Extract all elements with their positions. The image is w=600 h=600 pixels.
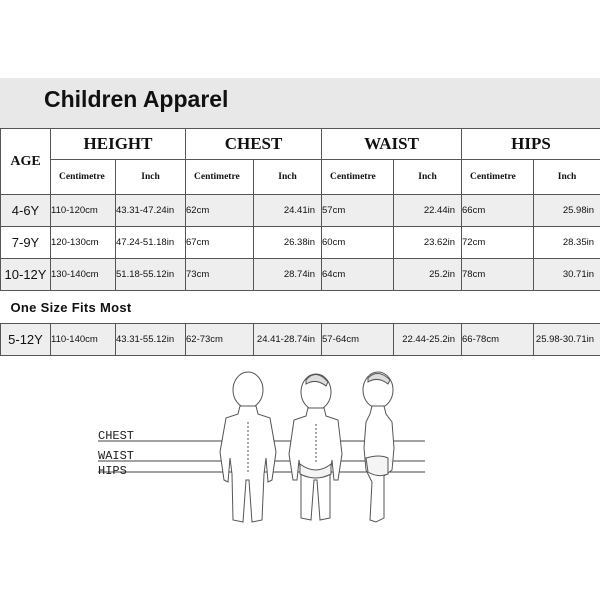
- table-cell: 24.41-28.74in: [254, 324, 322, 356]
- table-cell: 43.31-47.24in: [116, 195, 186, 227]
- sub-header: Inch: [534, 160, 600, 195]
- one-size-row: [1, 324, 600, 356]
- table-cell: 25.98-30.71in: [534, 324, 600, 356]
- one-size-label: One Size Fits Most: [10, 299, 132, 315]
- age-cell: 7-9Y: [1, 227, 51, 259]
- table-cell: 78cm: [462, 259, 534, 291]
- sub-header: Inch: [254, 160, 322, 195]
- sub-header: Centimetre: [462, 160, 534, 195]
- table-row: [1, 227, 600, 259]
- table-cell: 24.41in: [254, 195, 322, 227]
- table-cell: 30.71in: [534, 259, 600, 291]
- sub-header: Centimetre: [322, 160, 394, 195]
- table-cell: 67cm: [186, 227, 254, 259]
- table-cell: 66cm: [462, 195, 534, 227]
- table-cell: 62cm: [186, 195, 254, 227]
- child-side-view-illustration: [363, 372, 394, 522]
- table-cell: 120-130cm: [51, 227, 116, 259]
- chest-label: CHEST: [98, 429, 135, 443]
- table-cell: 130-140cm: [51, 259, 116, 291]
- waist-header: WAIST: [322, 129, 462, 160]
- table-cell: 110-120cm: [51, 195, 116, 227]
- sub-header: Centimetre: [51, 160, 116, 195]
- table-cell: 64cm: [322, 259, 394, 291]
- hips-header: HIPS: [462, 129, 600, 160]
- table-cell: 25.98in: [534, 195, 600, 227]
- size-chart-table: [0, 128, 600, 356]
- sub-header: Inch: [394, 160, 462, 195]
- age-header: AGE: [1, 129, 51, 195]
- table-cell: 23.62in: [394, 227, 462, 259]
- table-row: [1, 259, 600, 291]
- table-cell: 73cm: [186, 259, 254, 291]
- waist-label: WAIST: [98, 449, 135, 463]
- sub-header: Centimetre: [186, 160, 254, 195]
- height-header: HEIGHT: [51, 129, 186, 160]
- page-title: Children Apparel: [44, 86, 229, 112]
- table-cell: 72cm: [462, 227, 534, 259]
- table-cell: 57cm: [322, 195, 394, 227]
- child-back-view-illustration: [220, 372, 276, 522]
- age-cell: 10-12Y: [1, 259, 51, 291]
- table-cell: 28.35in: [534, 227, 600, 259]
- sub-header: Inch: [116, 160, 186, 195]
- measurement-illustration: [0, 362, 600, 542]
- child-front-view-illustration: [289, 374, 342, 520]
- table-cell: 60cm: [322, 227, 394, 259]
- table-cell: 43.31-55.12in: [116, 324, 186, 356]
- chest-header: CHEST: [186, 129, 322, 160]
- table-cell: 25.2in: [394, 259, 462, 291]
- table-row: [1, 195, 600, 227]
- table-cell: 57-64cm: [322, 324, 394, 356]
- one-size-label-row: [1, 291, 600, 324]
- table-cell: 47.24-51.18in: [116, 227, 186, 259]
- table-cell: 110-140cm: [51, 324, 116, 356]
- age-cell: 4-6Y: [1, 195, 51, 227]
- table-cell: 28.74in: [254, 259, 322, 291]
- table-cell: 51.18-55.12in: [116, 259, 186, 291]
- table-cell: 26.38in: [254, 227, 322, 259]
- age-cell: 5-12Y: [1, 324, 51, 356]
- table-cell: 66-78cm: [462, 324, 534, 356]
- table-cell: 62-73cm: [186, 324, 254, 356]
- hips-label: HIPS: [98, 464, 127, 478]
- table-cell: 22.44in: [394, 195, 462, 227]
- table-cell: 22.44-25.2in: [394, 324, 462, 356]
